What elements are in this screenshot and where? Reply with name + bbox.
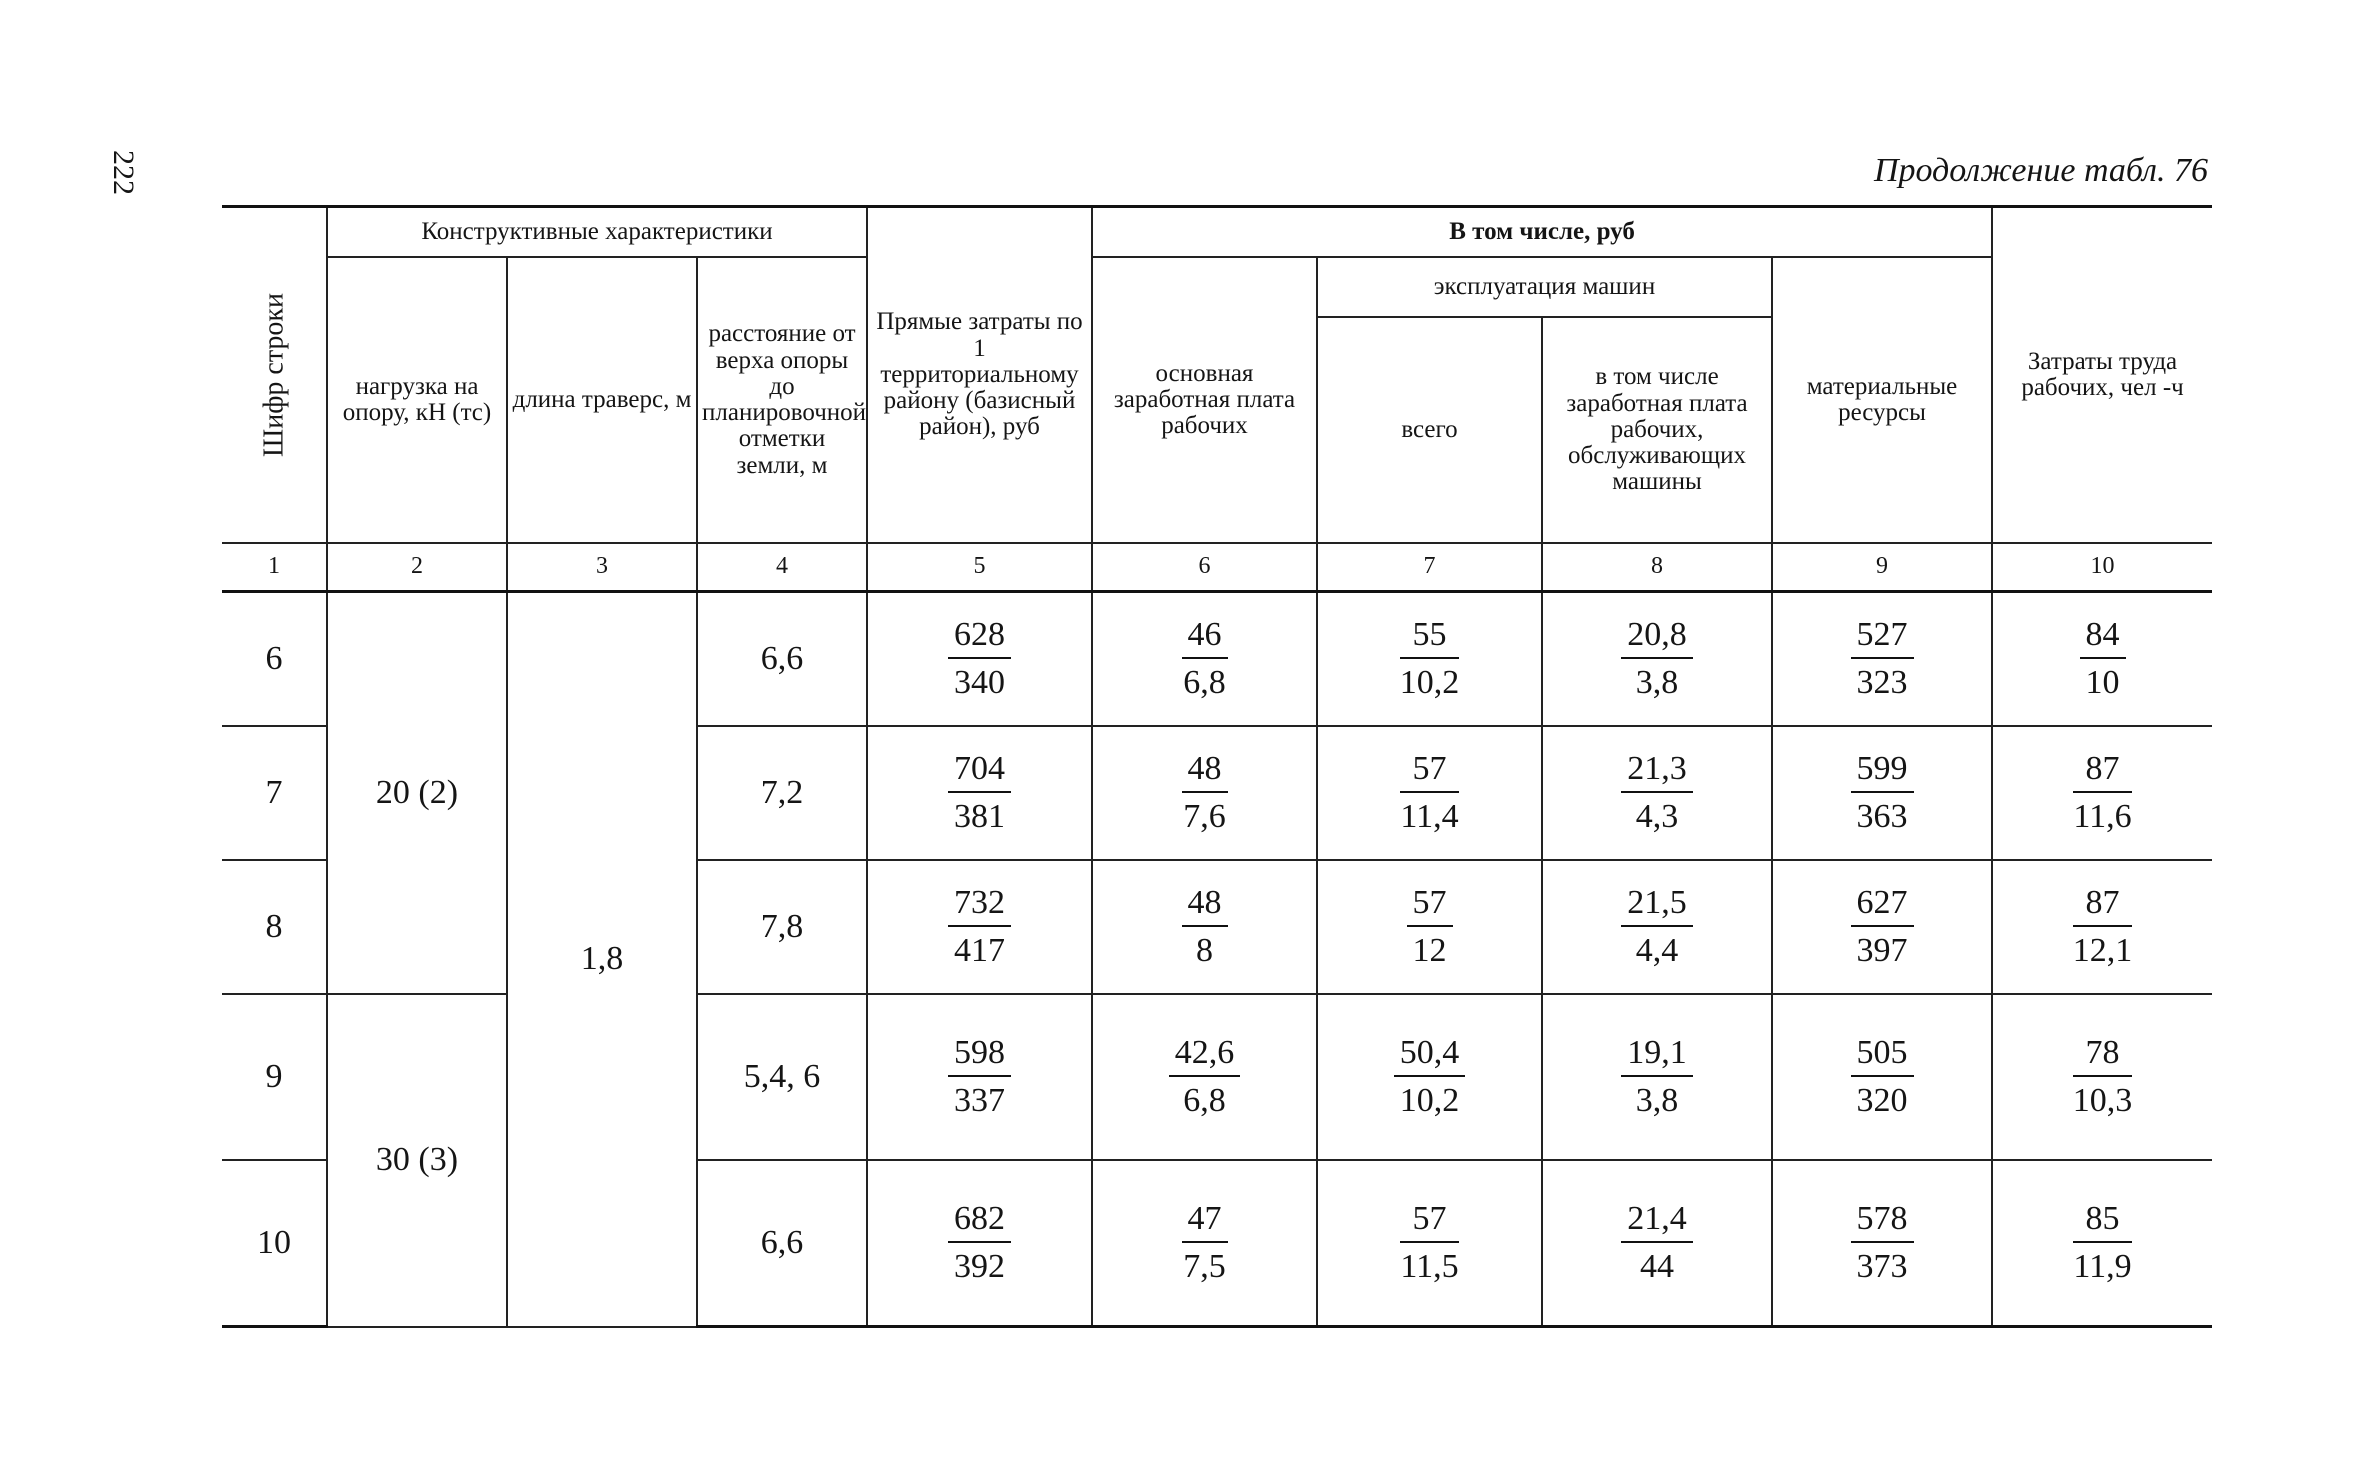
machines-total-cell: $\frac{57}{11,5}$	[1317, 1160, 1542, 1327]
wage-cell: $\frac{48}{7,6}$	[1092, 726, 1317, 860]
wage-cell: $\frac{46}{6,8}$	[1092, 592, 1317, 727]
materials-cell: $\frac{505}{320}$	[1772, 994, 1992, 1160]
materials-cell: $\frac{599}{363}$	[1772, 726, 1992, 860]
labor-cell: $\frac{87}{12,1}$	[1992, 860, 2212, 994]
distance-value: 6,6	[697, 1160, 867, 1327]
column-number: 5	[867, 543, 1092, 592]
header-traverse: длина траверс, м	[507, 257, 697, 543]
wage-cell: $\frac{42,6}{6,8}$	[1092, 994, 1317, 1160]
header-wage: основная заработная плата рабочих	[1092, 257, 1317, 543]
row-code: 6	[222, 592, 327, 727]
traverse-value: 1,8	[507, 592, 697, 1327]
distance-value: 6,6	[697, 592, 867, 727]
header-load: нагрузка на опору, кН (тс)	[327, 257, 507, 543]
cost-table	[222, 205, 2212, 1328]
row-code: 9	[222, 994, 327, 1160]
direct-cost-cell: $\frac{682}{392}$	[867, 1160, 1092, 1327]
materials-cell: $\frac{627}{397}$	[1772, 860, 1992, 994]
distance-value: 7,2	[697, 726, 867, 860]
column-number-row	[222, 543, 2212, 592]
wage-cell: $\frac{48}{8}$	[1092, 860, 1317, 994]
distance-value: 7,8	[697, 860, 867, 994]
header-distance: расстояние от верха опоры до планировочной отметки земли, м	[697, 257, 867, 543]
labor-cell: $\frac{84}{10}$	[1992, 592, 2212, 727]
direct-cost-cell: $\frac{732}{417}$	[867, 860, 1092, 994]
column-number: 10	[1992, 543, 2212, 592]
column-number: 8	[1542, 543, 1772, 592]
header-construct-group: Конструктивные характеристики	[327, 207, 867, 258]
materials-cell: $\frac{578}{373}$	[1772, 1160, 1992, 1327]
row-code: 10	[222, 1160, 327, 1327]
row-code: 8	[222, 860, 327, 994]
machines-total-cell: $\frac{55}{10,2}$	[1317, 592, 1542, 727]
machines-total-cell: $\frac{57}{11,4}$	[1317, 726, 1542, 860]
load-value: 30 (3)	[327, 994, 507, 1327]
machines-total-cell: $\frac{57}{12}$	[1317, 860, 1542, 994]
table-caption: Продолжение табл. 76	[1873, 152, 2208, 189]
column-number: 9	[1772, 543, 1992, 592]
column-number: 4	[697, 543, 867, 592]
column-number: 2	[327, 543, 507, 592]
header-machines-wage: в том числе заработная плата рабочих, обслуживающих машины	[1542, 317, 1772, 543]
column-number: 6	[1092, 543, 1317, 592]
direct-cost-cell: $\frac{598}{337}$	[867, 994, 1092, 1160]
direct-cost-cell: $\frac{704}{381}$	[867, 726, 1092, 860]
header-code: Шифр строки	[222, 207, 327, 544]
machines-wage-cell: $\frac{19,1}{3,8}$	[1542, 994, 1772, 1160]
wage-cell: $\frac{47}{7,5}$	[1092, 1160, 1317, 1327]
labor-cell: $\frac{85}{11,9}$	[1992, 1160, 2212, 1327]
load-value: 20 (2)	[327, 592, 507, 995]
labor-cell: $\frac{87}{11,6}$	[1992, 726, 2212, 860]
machines-wage-cell: $\frac{20,8}{3,8}$	[1542, 592, 1772, 727]
row-code: 7	[222, 726, 327, 860]
header-direct-costs: Прямые затраты по 1 территориальному району (базисный район), руб	[867, 207, 1092, 544]
machines-wage-cell: $\frac{21,3}{4,3}$	[1542, 726, 1772, 860]
machines-total-cell: $\frac{50,4}{10,2}$	[1317, 994, 1542, 1160]
header-labor: Затраты труда рабочих, чел -ч	[1992, 207, 2212, 544]
column-number: 3	[507, 543, 697, 592]
header-materials: материальные ресурсы	[1772, 257, 1992, 543]
distance-value: 5,4, 6	[697, 994, 867, 1160]
column-number: 7	[1317, 543, 1542, 592]
column-number: 1	[222, 543, 327, 592]
page-number: 222	[107, 150, 140, 195]
header-machines-total: всего	[1317, 317, 1542, 543]
materials-cell: $\frac{527}{323}$	[1772, 592, 1992, 727]
header-machines-group: эксплуатация машин	[1317, 257, 1772, 317]
header-incl-group: В том числе, руб	[1092, 207, 1992, 258]
table-row	[222, 592, 2212, 727]
direct-cost-cell: $\frac{628}{340}$	[867, 592, 1092, 727]
machines-wage-cell: $\frac{21,4}{44}$	[1542, 1160, 1772, 1327]
labor-cell: $\frac{78}{10,3}$	[1992, 994, 2212, 1160]
machines-wage-cell: $\frac{21,5}{4,4}$	[1542, 860, 1772, 994]
